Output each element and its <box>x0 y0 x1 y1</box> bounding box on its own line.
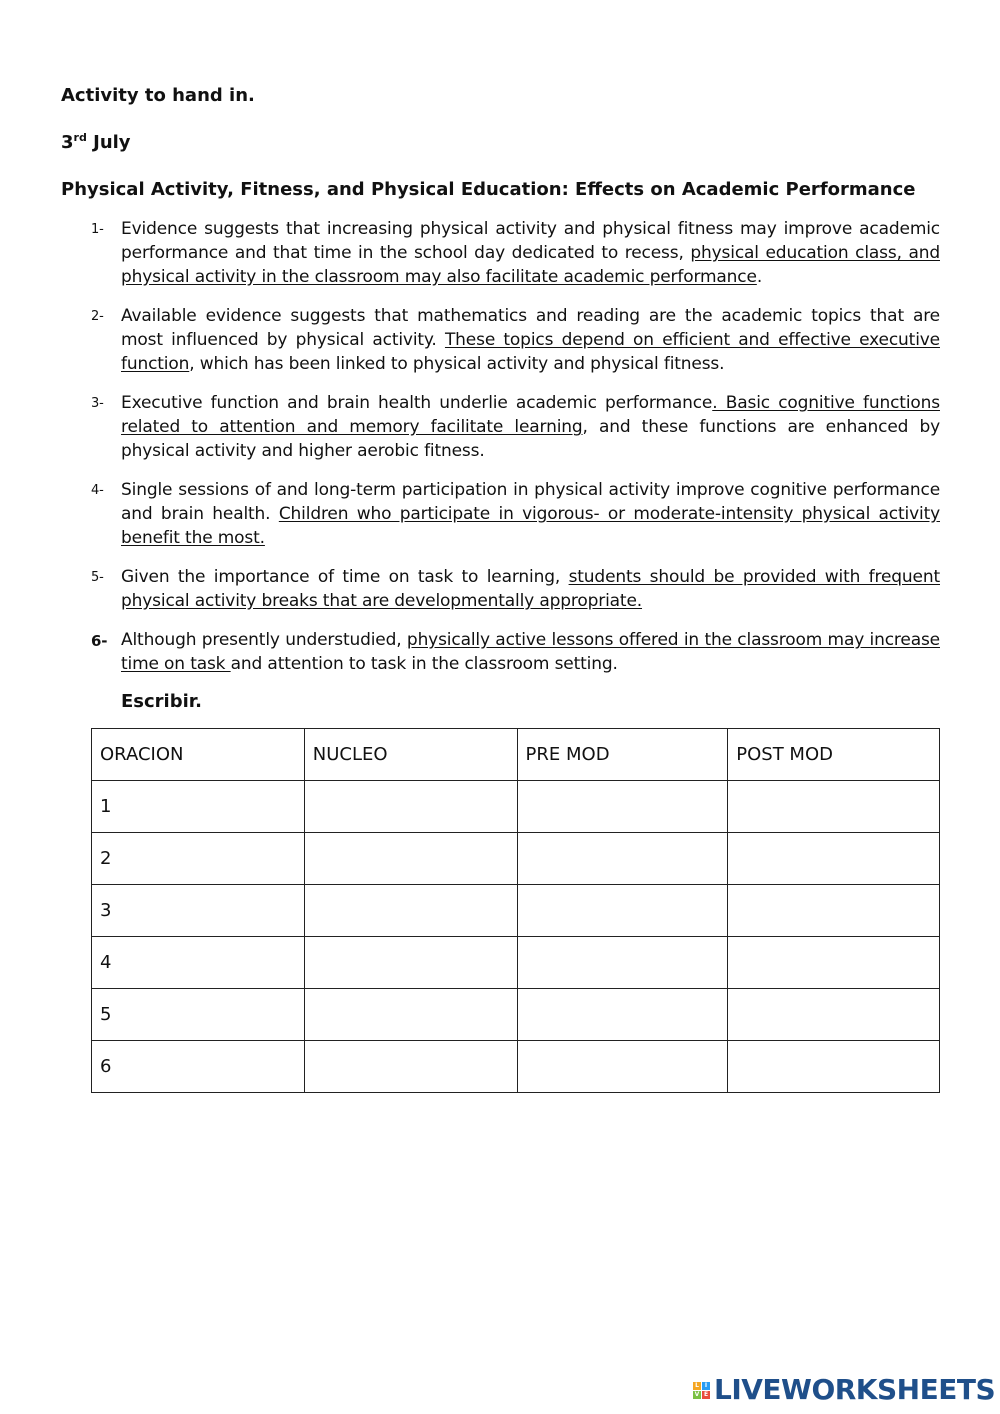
item-number: 1- <box>91 222 104 237</box>
item-number: 2- <box>91 309 104 324</box>
cell-post-mod[interactable] <box>728 989 940 1041</box>
cell-pre-mod[interactable] <box>517 989 728 1041</box>
item-number: 5- <box>91 570 104 585</box>
item-text-end: . <box>756 267 763 287</box>
item-number: 6- <box>91 632 108 650</box>
date-day: 3 <box>61 132 74 153</box>
column-header-oracion: ORACION <box>92 729 305 781</box>
cell-oracion: 6 <box>92 1041 305 1093</box>
cell-pre-mod[interactable] <box>517 781 728 833</box>
cell-nucleo[interactable] <box>304 781 517 833</box>
list-item <box>91 391 940 463</box>
cell-oracion: 2 <box>92 833 305 885</box>
list-item <box>91 478 940 550</box>
logo-brand-text: LIVEWORKSHEETS <box>714 1373 996 1406</box>
item-text: Available evidence suggests that mathematics and reading are the academic topics that are most influenced by physical activity. <box>121 306 940 350</box>
cell-post-mod[interactable] <box>728 781 940 833</box>
cell-nucleo[interactable] <box>304 833 517 885</box>
cell-oracion: 5 <box>92 989 305 1041</box>
document-title: Physical Activity, Fitness, and Physical Education: Effects on Academic Performance <box>61 179 916 200</box>
item-underlined-text: . Basic cognitive functions related to attention and memory facilitate learning <box>121 393 940 437</box>
item-underlined-text: These topics depend on efficient and effective executive function <box>121 330 940 374</box>
column-header-post-mod: POST MOD <box>728 729 940 781</box>
table-row <box>92 937 940 989</box>
item-text-end: and attention to task in the classroom setting. <box>230 654 618 674</box>
item-underlined-text: Children who participate in vigorous- or moderate-intensity physical activity benefit the most. <box>121 504 940 548</box>
item-underlined-text: physical education class, and physical activity in the classroom may also facilitate academic performance <box>121 243 940 287</box>
cell-oracion: 1 <box>92 781 305 833</box>
cell-oracion: 3 <box>92 885 305 937</box>
logo-letter: I <box>702 1382 710 1390</box>
exercise-label: Escribir. <box>121 691 202 712</box>
cell-pre-mod[interactable] <box>517 833 728 885</box>
item-underlined-text: physically active lessons offered in the classroom may increase time on task <box>121 630 940 674</box>
exercise-table <box>91 728 940 1093</box>
cell-oracion: 4 <box>92 937 305 989</box>
logo-mark-icon <box>693 1382 710 1399</box>
cell-pre-mod[interactable] <box>517 885 728 937</box>
logo-letter: L <box>693 1382 701 1390</box>
activity-heading: Activity to hand in. <box>61 85 255 106</box>
cell-post-mod[interactable] <box>728 885 940 937</box>
cell-nucleo[interactable] <box>304 1041 517 1093</box>
logo-letter: V <box>694 1390 700 1398</box>
item-text-end: , which has been linked to physical activity and physical fitness. <box>189 354 725 374</box>
cell-post-mod[interactable] <box>728 833 940 885</box>
list-item <box>91 565 940 613</box>
statement-list <box>91 217 940 691</box>
date-month: July <box>93 132 131 153</box>
list-item <box>91 628 940 676</box>
table-row <box>92 833 940 885</box>
cell-post-mod[interactable] <box>728 1041 940 1093</box>
column-header-pre-mod: PRE MOD <box>517 729 728 781</box>
item-text: Given the importance of time on task to learning, <box>121 567 569 587</box>
cell-nucleo[interactable] <box>304 937 517 989</box>
table-row <box>92 989 940 1041</box>
table-row <box>92 781 940 833</box>
date-heading <box>61 131 131 155</box>
date-suffix: rd <box>73 131 87 144</box>
item-text-end: , and these functions are enhanced by physical activity and higher aerobic fitness. <box>121 417 940 461</box>
table-header-row <box>92 729 940 781</box>
list-item <box>91 217 940 289</box>
cell-post-mod[interactable] <box>728 937 940 989</box>
item-text: Although presently understudied, <box>121 630 407 650</box>
liveworksheets-logo <box>693 1374 995 1406</box>
table-row <box>92 885 940 937</box>
item-text: Evidence suggests that increasing physical activity and physical fitness may improve academic performance and that time in the school day dedicated to recess, <box>121 219 940 263</box>
cell-pre-mod[interactable] <box>517 1041 728 1093</box>
cell-pre-mod[interactable] <box>517 937 728 989</box>
cell-nucleo[interactable] <box>304 885 517 937</box>
item-number: 4- <box>91 483 104 498</box>
cell-nucleo[interactable] <box>304 989 517 1041</box>
item-underlined-text: students should be provided with frequent physical activity breaks that are developmentally appropriate. <box>121 567 940 611</box>
item-text: Executive function and brain health underlie academic performance <box>121 393 713 413</box>
item-text: Single sessions of and long-term participation in physical activity improve cognitive performance and brain health. <box>121 480 940 524</box>
logo-letter: E <box>703 1390 709 1398</box>
table-row <box>92 1041 940 1093</box>
column-header-nucleo: NUCLEO <box>304 729 517 781</box>
list-item <box>91 304 940 376</box>
item-number: 3- <box>91 396 104 411</box>
